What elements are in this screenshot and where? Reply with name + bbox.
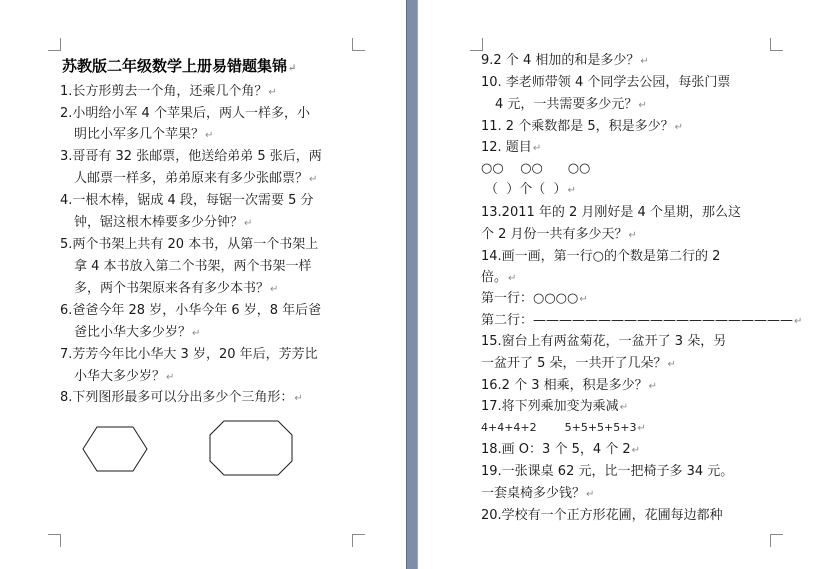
crop-mark-top-right: [352, 38, 365, 51]
question-line: 3.哥哥有 32 张邮票，他送给弟弟 5 张后，两: [60, 149, 322, 164]
document-page-left: [0, 0, 406, 569]
page-gutter: [406, 0, 418, 569]
question-line: 一盆开了 5 朵，一共开了几朵？↵: [481, 356, 676, 371]
question-line: 6.爸爸今年 28 岁，小华今年 6 岁，8 年后爸: [60, 303, 322, 318]
crop-mark-bottom-left: [48, 534, 61, 547]
document-title: 苏教版二年级数学上册易错题集锦↵: [62, 57, 297, 75]
question-line: 17.将下列乘加变为乘减↵: [481, 399, 629, 414]
question-line: 钟，锯这根木棒要多少分钟？↵: [74, 215, 253, 230]
question-line: 20.学校有一个正方形花圃，花圃每边都种: [481, 508, 723, 523]
question-line: 个 2 月份一共有多少天？↵: [481, 227, 637, 242]
document-page-right: [418, 0, 827, 569]
question-line: 4.一根木棒，锯成 4 段，每锯一次需要 5 分: [60, 193, 314, 208]
question-line: 第二行：————————————————————↵: [481, 313, 803, 328]
question-line: 1.长方形剪去一个角，还乘几个角？↵: [60, 84, 277, 99]
question-line: 第一行：○○○○↵: [481, 291, 588, 306]
answer-blanks: （ ）个（ ）↵: [485, 182, 576, 197]
question-line: 人邮票一样多，弟弟原来有多少张邮票？↵: [74, 171, 318, 186]
octagon-icon: [206, 418, 296, 478]
question-line: 13.2011 年的 2 月刚好是 4 个星期，那么这: [481, 205, 741, 220]
question-line: 9.2 个 4 相加的和是多少？↵: [481, 53, 649, 68]
hexagon-icon: [80, 424, 150, 474]
question-line: 爸比小华大多少岁？↵: [74, 325, 201, 340]
question-line: 一套桌椅多少钱？↵: [481, 486, 595, 501]
question-line: 16.2 个 3 相乘，积是多少？↵: [481, 378, 658, 393]
crop-mark-bottom-right: [352, 534, 365, 547]
question-line: 5.两个书架上共有 20 本书，从第一个书架上: [60, 237, 319, 252]
crop-mark-bottom-right: [770, 534, 783, 547]
question-line: 7.芳芳今年比小华大 3 岁，20 年后，芳芳比: [60, 347, 318, 362]
circle-groups: ○○ ○○ ○○: [481, 161, 591, 176]
expression-line: 4+4+4+2 5+5+5+5+3↵: [481, 421, 646, 434]
crop-mark-top-right: [770, 38, 783, 51]
question-line: 2.小明给小军 4 个苹果后，两人一样多，小: [60, 106, 310, 121]
question-line: 15.窗台上有两盆菊花，一盆开了 3 朵，另: [481, 334, 727, 349]
question-line: 拿 4 本书放入第二个书架，两个书架一样: [74, 259, 312, 274]
question-line: 多，两个书架原来各有多少本书？↵: [74, 281, 279, 296]
question-line: 倍。↵: [481, 270, 517, 285]
question-line: 18.画 O：3 个 5，4 个 2↵: [481, 442, 641, 457]
question-line: 明比小军多几个苹果？↵: [74, 127, 214, 142]
question-line: 8.下列图形最多可以分出多少个三角形：↵: [60, 390, 303, 405]
question-line: 小华大多少岁？↵: [74, 369, 175, 384]
question-line: 19.一张课桌 62 元，比一把椅子多 34 元。: [481, 464, 734, 479]
question-line: 11. 2 个乘数都是 5，积是多少？↵: [481, 119, 684, 134]
crop-mark-top-left: [470, 38, 483, 51]
question-line: 4 元，一共需要多少元？↵: [495, 97, 647, 112]
question-line: 12. 题目↵: [481, 140, 542, 155]
crop-mark-top-left: [48, 38, 61, 51]
question-line: 14.画一画，第一行○的个数是第二行的 2: [481, 249, 721, 264]
question-line: 10. 李老师带领 4 个同学去公园，每张门票: [481, 75, 731, 90]
